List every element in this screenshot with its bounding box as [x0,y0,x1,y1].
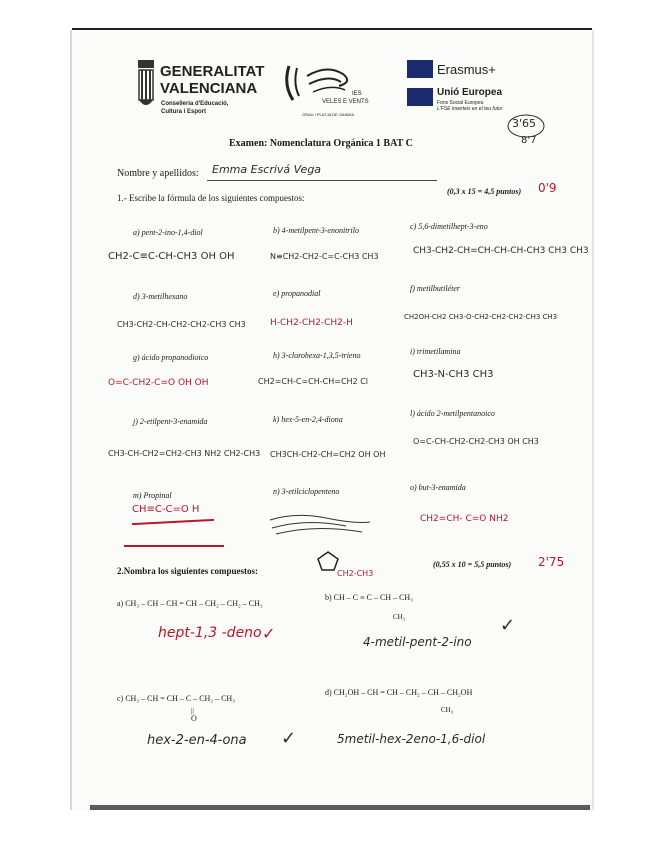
section2-points: (0,55 x 10 = 5,5 puntos) [433,560,512,569]
page-bottom-edge [90,805,590,810]
section1-points: (0,3 x 15 = 4,5 puntos) [447,187,522,196]
q2b-sub: CH₃ [393,613,406,621]
section1-title: 1.- Escribe la fórmula de los siguientes compuestos: [117,193,305,203]
item-h-name: 3-clorohexa-1,3,5-trieno [281,351,361,360]
item-l-label: l) [410,409,415,418]
item-f-label: f) [410,284,415,293]
student-name: Emma Escrivá Vega [212,163,322,176]
q2c-check-icon: ✓ [281,728,297,749]
item-o-label: o) [410,483,417,492]
item-m-label: m) [133,491,142,500]
q2a-label: a) [117,599,124,608]
eu-sub-2: L'FSE inverteix en el teu futur [437,106,503,112]
item-j-name: 2-etilpent-3-enamida [139,417,208,426]
item-f-answer: CH2OH-CH2 CH3-O-CH2-CH2-CH2-CH3 CH3 [404,313,558,321]
erasmus-label: Erasmus+ [437,62,496,77]
item-e-name: propanodial [281,289,321,298]
item-e-answer: H-CH2-CH2-CH2-H [270,318,353,328]
q2c-sub: O [191,714,197,723]
item-f-name: metilbutiléter [416,284,460,293]
item-c-answer: CH3-CH2-CH=CH-CH-CH-CH3 CH3 CH3 [413,246,589,256]
item-d-answer: CH3-CH2-CH-CH2-CH2-CH3 CH3 [117,320,246,329]
item-d-label: d) [133,292,140,301]
item-l-name: ácido 2-metilpentanoico [416,409,495,418]
item-d-name: 3-metilhexano [141,292,188,301]
q2a-answer: hept-1,3 -deno [158,625,262,641]
section2-title: 2.Nombra los siguientes compuestos: [117,566,258,576]
total-score-2: 8'7 [521,135,537,146]
item-o-name: but-3-enamida [418,483,466,492]
item-n-answer: CH2-CH3 [337,569,374,578]
item-j-label: j) [133,417,138,426]
q2c-label: c) [117,694,124,703]
q2b-formula: CH – C ≡ C – CH – CH₃ [333,593,413,602]
item-m-answer: CH≡C-C=O H [132,504,200,515]
item-c-name: 5,6-dimetilhept-3-eno [418,222,488,231]
eu-sub-1: Fons Social Europeu [437,100,484,106]
q2c-formula: CH₃ – CH = CH – C – CH₂ – CH₃ [125,694,235,703]
item-b-name: 4-metilpent-3-enonitrilo [281,226,359,235]
q2d-answer: 5metil-hex-2eno-1,6-diol [337,732,486,746]
eu-title: Unió Europea [437,87,503,98]
crossed-out-line-2 [124,545,224,547]
gv-sub-1: Conselleria d'Educació, [161,101,229,107]
item-k-answer: CH3CH-CH2-CH=CH2 OH OH [270,450,386,459]
q2b-check-icon: ✓ [500,615,516,636]
item-b-answer: N≡CH2-CH2-C=C-CH3 CH3 [270,252,379,261]
q2b-answer: 4-metil-pent-2-ino [363,635,472,649]
eu-flag-icon [407,88,433,106]
gv-sub-2: Cultura i Esport [161,109,207,115]
ies-address: GRAU I PLATJA DE GANDIA [302,112,355,117]
item-b-label: b) [273,226,280,235]
item-m-name: Propinal [143,491,172,500]
item-n-name: 3-etilciclopenteno [281,487,340,496]
generalitat-shield-icon [135,58,157,118]
name-underline [207,180,437,181]
ies-label: IES [352,91,362,97]
exam-title: Examen: Nomenclatura Orgánica 1 BAT C [229,138,413,149]
q2d-label: d) [325,688,332,697]
total-score: 3'65 [512,117,537,130]
item-h-label: h) [273,351,280,360]
item-o-answer: CH2=CH- C=O NH2 [420,514,509,524]
item-g-answer: O=C-CH2-C=O OH OH [108,378,209,388]
gv-title-2: VALENCIANA [160,80,258,97]
item-n-label: n) [273,487,280,496]
item-a-answer: CH2-C≡C-CH-CH3 OH OH [108,251,235,262]
item-i-name: trimetilamina [416,347,461,356]
q2c-double-bond: || [191,707,194,715]
item-a-name: pent-2-ino-1,4-diol [141,228,203,237]
gv-title-1: GENERALITAT [160,63,265,80]
item-a-label: a) [133,228,140,237]
item-h-answer: CH2=CH-C=CH-CH=CH2 Cl [258,377,369,386]
q2d-formula: CH₂OH – CH = CH – CH₂ – CH – CH₂OH [333,688,473,697]
item-i-answer: CH3-N-CH3 CH3 [413,369,494,380]
item-j-answer: CH3-CH-CH2=CH2-CH3 NH2 CH2-CH3 [108,449,261,458]
item-l-answer: O=C-CH-CH2-CH2-CH3 OH CH3 [413,437,539,446]
item-k-label: k) [273,415,280,424]
q2d-sub: CH₃ [441,706,454,714]
item-k-name: hex-5-en-2,4-diona [281,415,343,424]
q2a-check-icon: ✓ [262,624,276,643]
ies-name: VELES E VENTS [322,99,369,105]
erasmus-flag-icon [407,60,433,78]
section2-score: 2'75 [538,555,565,569]
item-c-label: c) [410,222,417,231]
item-e-label: e) [273,289,280,298]
q2a-formula: CH₃ – CH – CH = CH – CH₂ – CH₂ – CH₃ [125,599,263,608]
item-g-label: g) [133,353,140,362]
q2c-answer: hex-2-en-4-ona [147,733,247,748]
q2b-label: b) [325,593,332,602]
item-i-label: i) [410,347,415,356]
item-g-name: ácido propanodioico [141,353,209,362]
section1-score: 0'9 [538,181,557,195]
name-label: Nombre y apellidos: [117,168,199,179]
